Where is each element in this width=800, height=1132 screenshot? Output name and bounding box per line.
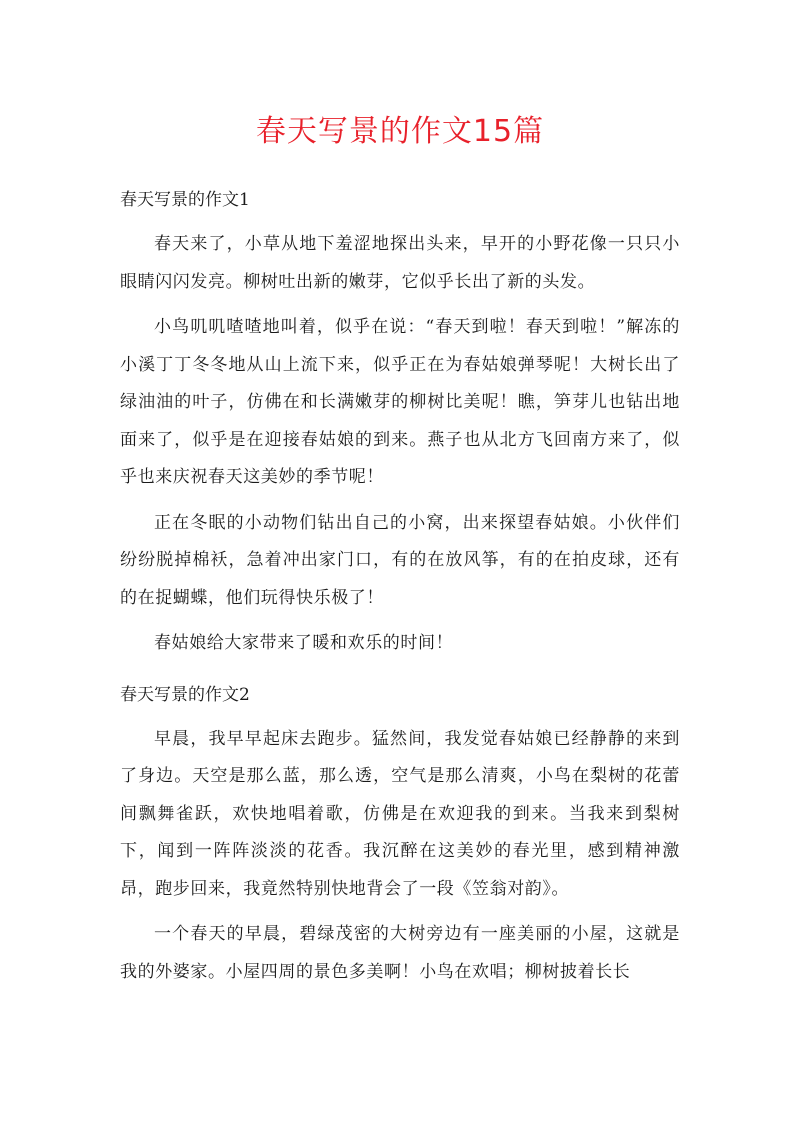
section-heading: 春天写景的作文2 <box>120 684 250 705</box>
paragraph: 正在冬眠的小动物们钻出自己的小窝，出来探望春姑娘。小伙伴们纷纷脱掉棉袄，急着冲出家门口，有的在放风筝，有的在拍皮球，还有的在捉蝴蝶，他们玩得快乐极了！ <box>120 512 680 608</box>
paragraph: 小鸟叽叽喳喳地叫着，似乎在说：“春天到啦！春天到啦！”解冻的小溪丁丁冬冬地从山上流下来，似乎正在为春姑娘弹琴呢！大树长出了绿油油的叶子，仿佛在和长满嫩芽的柳树比美呢！瞧，笋芽儿也钻出地面来了，似乎是在迎接春姑娘的到来。燕子也从北方飞回南方来了，似乎也来庆祝春天这美妙的季节呢！ <box>120 317 680 487</box>
paragraph: 春天来了，小草从地下羞涩地探出头来，早开的小野花像一只只小眼睛闪闪发亮。柳树吐出新的嫩芽，它似乎长出了新的头发。 <box>120 234 680 292</box>
paragraph: 春姑娘给大家带来了暖和欢乐的时间！ <box>154 633 454 653</box>
paragraph: 一个春天的早晨，碧绿茂密的大树旁边有一座美丽的小屋，这就是我的外婆家。小屋四周的景色多美啊！小鸟在欢唱；柳树披着长长 <box>120 924 680 982</box>
document-title: 春天写景的作文15篇 <box>255 114 545 149</box>
section-1 <box>120 188 680 663</box>
section-2 <box>120 683 680 992</box>
section-heading: 春天写景的作文1 <box>120 190 250 210</box>
paragraph: 早晨，我早早起床去跑步。猛然间，我发觉春姑娘已经静静的来到了身边。天空是那么蓝，那么透，空气是那么清爽，小鸟在梨树的花蕾间飘舞雀跃，欢快地唱着歌，仿佛是在欢迎我的到来。当我来到梨树下，闻到一阵阵淡淡的花香。我沉醉在这美妙的春光里，感到精神激昂，跑步回来，我竟然特别快地背会了一段《笠翁对韵》。 <box>120 728 680 899</box>
